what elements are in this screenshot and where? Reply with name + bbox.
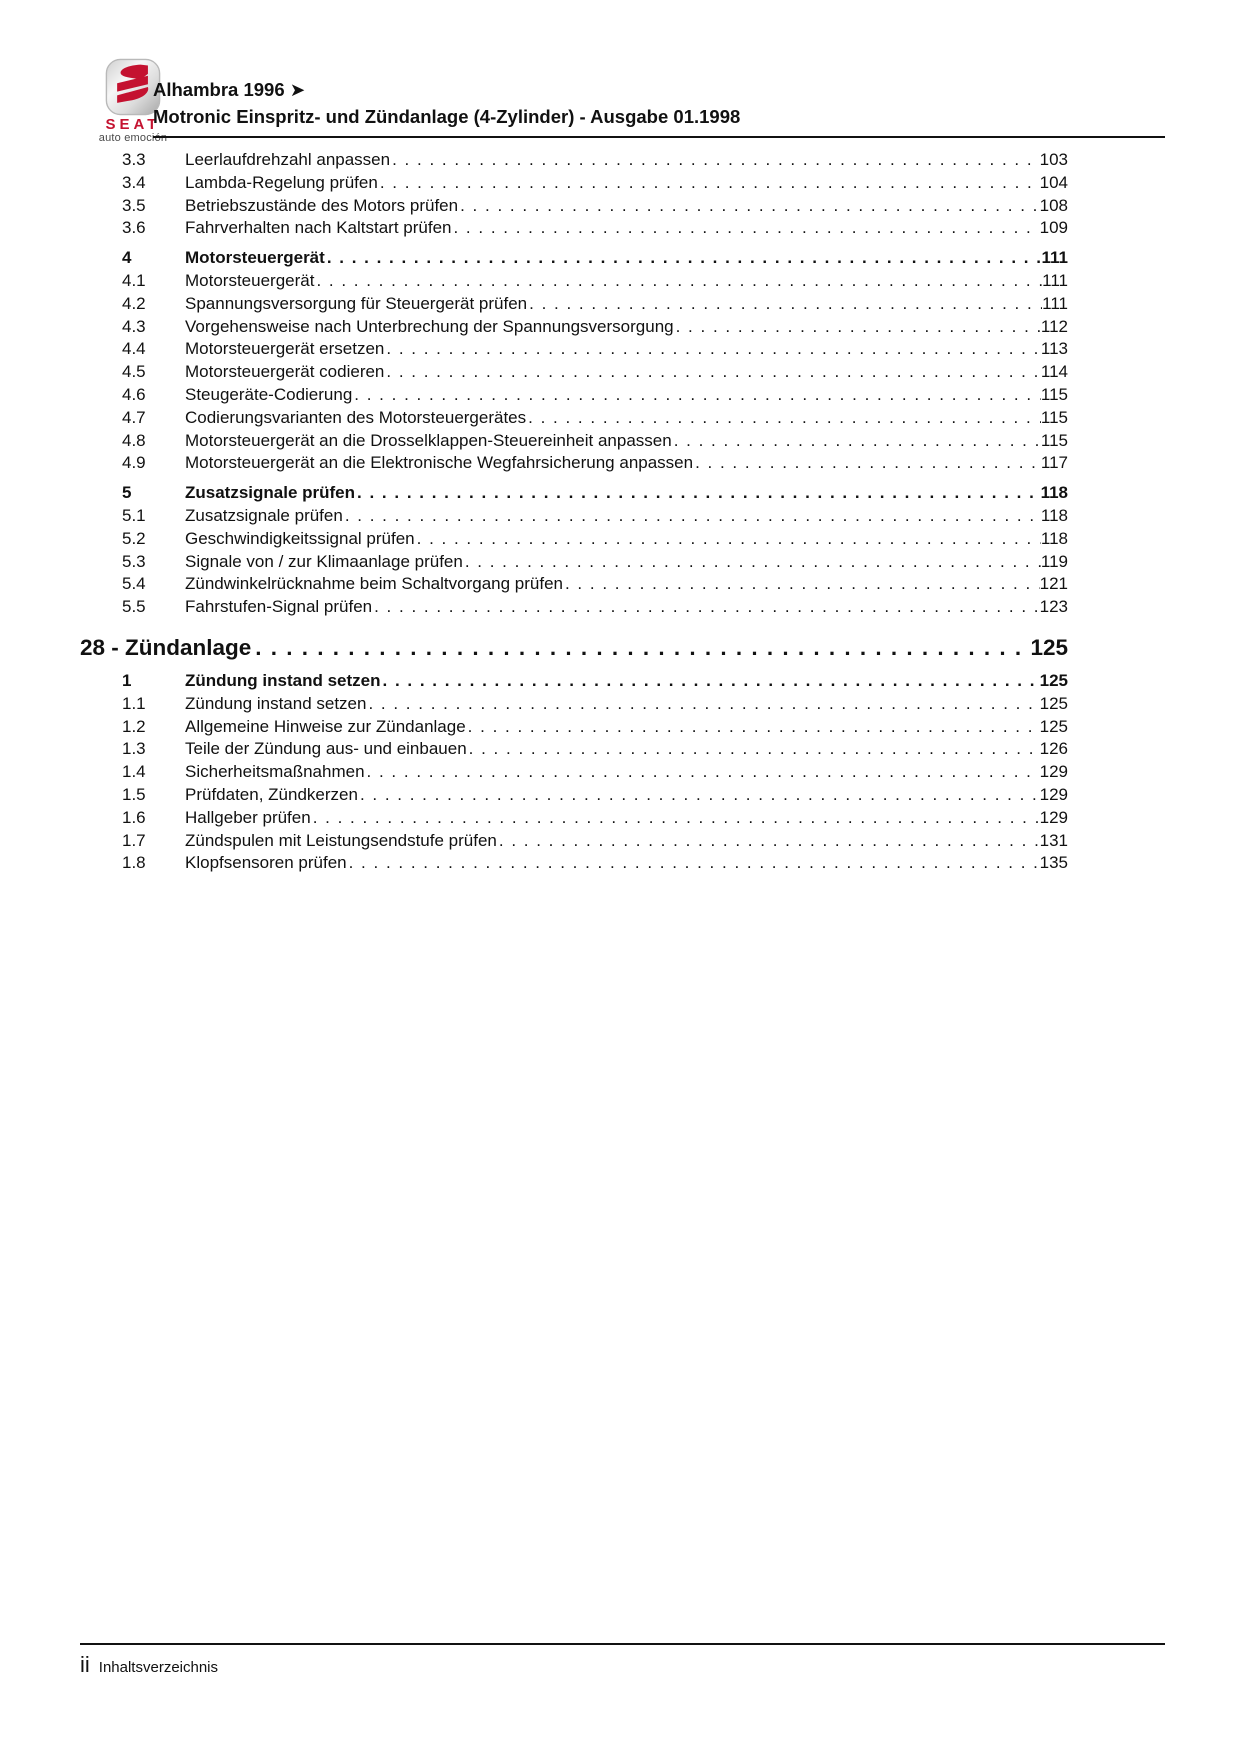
toc-entry-title: Fahrverhalten nach Kaltstart prüfen bbox=[185, 218, 452, 238]
dot-leader bbox=[417, 528, 1041, 551]
table-of-contents bbox=[80, 149, 1068, 875]
toc-entry-number: 1.1 bbox=[122, 693, 146, 713]
toc-entry-title: Klopfsensoren prüfen bbox=[185, 853, 347, 873]
manual-title: Motronic Einspritz- und Zündanlage (4-Zylinder) - Ausgabe 01.1998 bbox=[153, 106, 741, 127]
toc-entry-title: Spannungsversorgung für Steuergerät prüfen bbox=[185, 293, 528, 313]
toc-entry-number: 1.4 bbox=[122, 762, 146, 782]
toc-entry-number: 3.5 bbox=[122, 195, 146, 215]
toc-entry-page: 129 bbox=[1039, 762, 1068, 782]
toc-entry-page: 135 bbox=[1039, 853, 1068, 873]
dot-leader bbox=[460, 195, 1040, 218]
toc-entry bbox=[80, 338, 1068, 361]
toc-entry bbox=[80, 217, 1068, 240]
toc-entry bbox=[80, 149, 1068, 172]
toc-entry-number: 5.2 bbox=[122, 528, 146, 548]
toc-entry-page: 125 bbox=[1030, 634, 1068, 660]
dot-leader bbox=[316, 270, 1042, 293]
toc-entry bbox=[80, 407, 1068, 430]
toc-entry-number: 4.8 bbox=[122, 430, 146, 450]
dot-leader bbox=[528, 407, 1041, 430]
toc-entry-number: 1.8 bbox=[122, 853, 146, 873]
toc-entry-number: 4.2 bbox=[122, 293, 146, 313]
dot-leader bbox=[465, 551, 1041, 574]
toc-entry-page: 118 bbox=[1040, 528, 1068, 548]
toc-entry-number: 4 bbox=[122, 248, 132, 268]
toc-entry-number: 4.9 bbox=[122, 453, 146, 473]
toc-entry-page: 131 bbox=[1039, 830, 1068, 850]
toc-entry-number: 3.6 bbox=[122, 218, 146, 238]
toc-entry bbox=[80, 807, 1068, 830]
toc-entry bbox=[80, 195, 1068, 218]
toc-entry-page: 125 bbox=[1039, 693, 1068, 713]
toc-entry-title: Prüfdaten, Zündkerzen bbox=[185, 784, 358, 804]
toc-entry-number: 1.3 bbox=[122, 739, 146, 759]
toc-entry-title: Geschwindigkeitssignal prüfen bbox=[185, 528, 415, 548]
toc-entry bbox=[80, 670, 1068, 693]
toc-entry-page: 111 bbox=[1042, 270, 1068, 290]
footer-page-number: ii bbox=[80, 1652, 90, 1677]
toc-entry bbox=[80, 430, 1068, 453]
toc-entry-page: 118 bbox=[1040, 505, 1068, 525]
toc-entry-title: Zündwinkelrücknahme beim Schaltvorgang prüfen bbox=[185, 574, 563, 594]
toc-entry-page: 125 bbox=[1039, 716, 1068, 736]
toc-entry bbox=[80, 852, 1068, 875]
dot-leader bbox=[380, 172, 1040, 195]
toc-entry bbox=[80, 716, 1068, 739]
dot-leader bbox=[386, 361, 1041, 384]
toc-entry-page: 119 bbox=[1040, 551, 1068, 571]
toc-entry-number: 5.4 bbox=[122, 574, 146, 594]
toc-entry-page: 125 bbox=[1039, 670, 1068, 690]
toc-entry bbox=[80, 738, 1068, 761]
toc-entry-page: 126 bbox=[1039, 739, 1068, 759]
toc-entry bbox=[80, 573, 1068, 596]
toc-entry-title: Zündung instand setzen bbox=[185, 670, 381, 690]
toc-entry-number: 4.7 bbox=[122, 407, 146, 427]
dot-leader bbox=[453, 217, 1039, 240]
toc-entry-page: 118 bbox=[1040, 483, 1068, 503]
dot-leader bbox=[313, 807, 1040, 830]
dot-leader bbox=[383, 670, 1040, 693]
toc-entry bbox=[80, 293, 1068, 316]
toc-entry-page: 115 bbox=[1040, 407, 1068, 427]
toc-entry bbox=[80, 551, 1068, 574]
toc-entry-number: 1.7 bbox=[122, 830, 146, 850]
dot-leader bbox=[468, 716, 1040, 739]
toc-entry-number: 1.5 bbox=[122, 784, 146, 804]
dot-leader bbox=[392, 149, 1040, 172]
toc-entry-page: 103 bbox=[1039, 150, 1068, 169]
toc-entry-title: Lambda-Regelung prüfen bbox=[185, 172, 378, 192]
toc-entry bbox=[80, 172, 1068, 195]
toc-entry-page: 111 bbox=[1042, 293, 1068, 313]
dot-leader bbox=[357, 482, 1041, 505]
toc-entry bbox=[80, 596, 1068, 619]
toc-entry-number: 1.2 bbox=[122, 716, 146, 736]
toc-entry bbox=[80, 316, 1068, 339]
dot-leader bbox=[360, 784, 1040, 807]
toc-entry-number: 4.6 bbox=[122, 384, 146, 404]
toc-entry-title: Steugeräte-Codierung bbox=[185, 384, 353, 404]
toc-entry-number: 3.4 bbox=[122, 172, 146, 192]
toc-entry-page: 115 bbox=[1040, 384, 1068, 404]
document-title bbox=[153, 76, 1163, 130]
footer-label: Inhaltsverzeichnis bbox=[98, 1659, 219, 1676]
toc-entry-number: 4.1 bbox=[122, 270, 146, 290]
toc-entry-page: 112 bbox=[1040, 316, 1068, 336]
toc-entry-title: Leerlaufdrehzahl anpassen bbox=[185, 150, 391, 169]
toc-entry-title: Zündung instand setzen bbox=[185, 693, 367, 713]
toc-entry-page: 129 bbox=[1039, 784, 1068, 804]
seat-wordmark: SEAT bbox=[105, 116, 161, 133]
header-divider bbox=[153, 136, 1165, 138]
toc-entry bbox=[80, 482, 1068, 505]
toc-entry-number: 5 bbox=[122, 483, 132, 503]
toc-entry-page: 104 bbox=[1039, 172, 1068, 192]
toc-entry-number: 3.3 bbox=[122, 150, 146, 169]
dot-leader bbox=[327, 247, 1042, 270]
toc-entry-number: 1 bbox=[122, 670, 132, 690]
toc-entry-title: Sicherheitsmaßnahmen bbox=[185, 762, 365, 782]
dot-leader bbox=[354, 384, 1041, 407]
toc-entry-title: Zusatzsignale prüfen bbox=[185, 505, 343, 525]
toc-entry-title: Hallgeber prüfen bbox=[185, 807, 311, 827]
toc-entry-number: 4.5 bbox=[122, 362, 146, 382]
toc-entry-title: Allgemeine Hinweise zur Zündanlage bbox=[185, 716, 466, 736]
toc-entry-page: 108 bbox=[1039, 195, 1068, 215]
toc-entry-title: Motorsteuergerät bbox=[185, 270, 315, 290]
toc-entry bbox=[80, 633, 1068, 663]
toc-entry bbox=[80, 247, 1068, 270]
toc-entry-page: 121 bbox=[1039, 574, 1068, 594]
toc-entry-page: 115 bbox=[1040, 430, 1068, 450]
toc-entry bbox=[80, 505, 1068, 528]
page-footer bbox=[80, 1643, 1165, 1677]
toc-entry-number: 5.3 bbox=[122, 551, 146, 571]
toc-entry-title: Teile der Zündung aus- und einbauen bbox=[185, 739, 467, 759]
toc-entry-page: 123 bbox=[1039, 597, 1068, 617]
toc-entry-title: Motorsteuergerät ersetzen bbox=[185, 339, 385, 359]
toc-entry bbox=[80, 761, 1068, 784]
toc-entry-title: Motorsteuergerät codieren bbox=[185, 362, 385, 382]
dot-leader bbox=[374, 596, 1040, 619]
toc-entry-title: Fahrstufen-Signal prüfen bbox=[185, 597, 373, 617]
dot-leader bbox=[695, 452, 1041, 475]
dot-leader bbox=[469, 738, 1040, 761]
toc-entry-number: 5.5 bbox=[122, 597, 146, 617]
toc-entry bbox=[80, 693, 1068, 716]
dot-leader bbox=[345, 505, 1041, 528]
toc-entry-title: Signale von / zur Klimaanlage prüfen bbox=[185, 551, 463, 571]
toc-entry bbox=[80, 452, 1068, 475]
toc-entry-title: Motorsteuergerät an die Drosselklappen-Steuereinheit anpassen bbox=[185, 430, 672, 450]
toc-entry bbox=[80, 528, 1068, 551]
model-title: Alhambra 1996 ➤ bbox=[153, 79, 306, 100]
toc-entry bbox=[80, 830, 1068, 853]
toc-entry-page: 114 bbox=[1040, 362, 1068, 382]
toc-entry bbox=[80, 361, 1068, 384]
dot-leader bbox=[368, 693, 1039, 716]
toc-entry-number: 1.6 bbox=[122, 807, 146, 827]
dot-leader bbox=[386, 338, 1041, 361]
toc-entry-page: 111 bbox=[1041, 248, 1068, 268]
toc-entry-title: Motorsteuergerät an die Elektronische Wegfahrsicherung anpassen bbox=[185, 453, 694, 473]
seat-tagline: auto emoción bbox=[98, 132, 168, 144]
toc-entry-title: 28 - Zündanlage bbox=[80, 634, 252, 660]
toc-entry bbox=[80, 270, 1068, 293]
toc-entry bbox=[80, 384, 1068, 407]
toc-entry-number: 4.4 bbox=[122, 339, 146, 359]
dot-leader bbox=[674, 430, 1041, 453]
dot-leader bbox=[367, 761, 1040, 784]
dot-leader bbox=[255, 633, 1030, 663]
dot-leader bbox=[499, 830, 1040, 853]
toc-entry-title: Vorgehensweise nach Unterbrechung der Spannungsversorgung bbox=[185, 316, 674, 336]
toc-entry-page: 113 bbox=[1040, 339, 1068, 359]
toc-entry-page: 117 bbox=[1040, 453, 1068, 473]
toc-entry-page: 109 bbox=[1039, 218, 1068, 238]
dot-leader bbox=[529, 293, 1042, 316]
toc-entry-number: 5.1 bbox=[122, 505, 146, 525]
toc-entry-title: Zusatzsignale prüfen bbox=[185, 483, 356, 503]
toc-entry-title: Motorsteuergerät bbox=[185, 248, 325, 268]
toc-entry-page: 129 bbox=[1039, 807, 1068, 827]
dot-leader bbox=[349, 852, 1040, 875]
toc-entry-title: Codierungsvarianten des Motorsteuergerätes bbox=[185, 407, 527, 427]
dot-leader bbox=[676, 316, 1041, 339]
dot-leader bbox=[565, 573, 1040, 596]
toc-entry bbox=[80, 784, 1068, 807]
toc-entry-title: Zündspulen mit Leistungsendstufe prüfen bbox=[185, 830, 497, 850]
toc-entry-title: Betriebszustände des Motors prüfen bbox=[185, 195, 459, 215]
toc-entry-number: 4.3 bbox=[122, 316, 146, 336]
